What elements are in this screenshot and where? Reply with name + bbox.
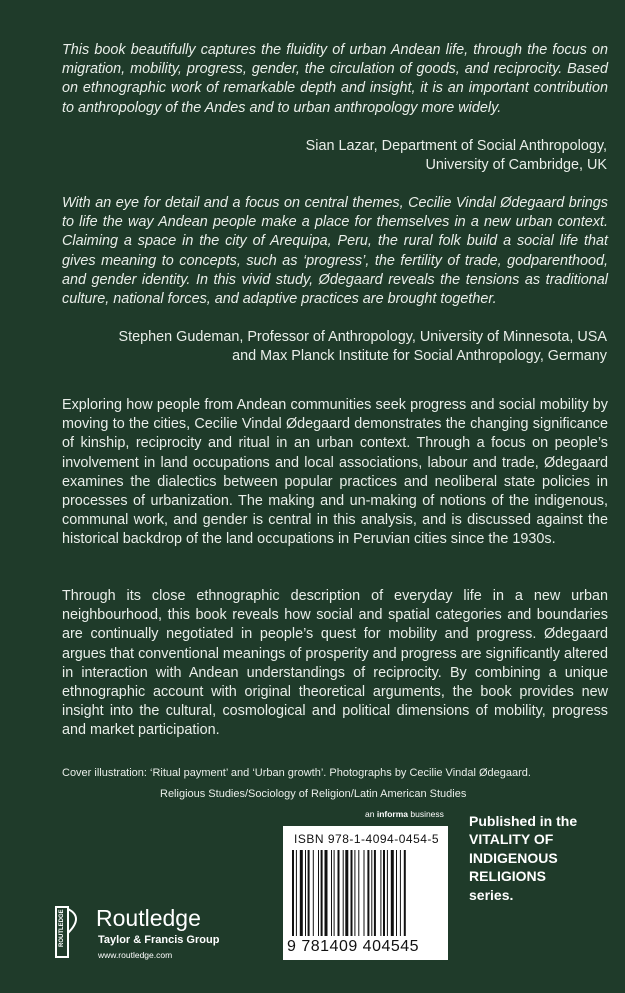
barcode-bar	[371, 850, 372, 936]
publisher-group: Taylor & Francis Group	[98, 934, 220, 946]
barcode-bar	[338, 850, 340, 936]
barcode-bar	[334, 850, 335, 936]
barcode-bar	[318, 850, 319, 936]
barcode-bar	[331, 850, 332, 936]
barcode-bar	[396, 850, 397, 936]
publisher-name: Routledge	[96, 905, 201, 931]
publisher-url: www.routledge.com	[98, 950, 173, 960]
barcode-bar	[351, 850, 353, 936]
svg-text:ROUTLEDGE: ROUTLEDGE	[59, 909, 65, 947]
barcode-bar	[305, 850, 306, 936]
barcode-bar	[380, 850, 381, 936]
barcode-bar	[404, 850, 406, 936]
cover-credit: Cover illustration: ‘Ritual payment’ and ‘Urban growth’. Photographs by Cecilie Vindal Ødegaard.	[62, 767, 531, 779]
routledge-logo-icon	[54, 903, 88, 961]
subject-categories: Religious Studies/Sociology of Religion/Latin American Studies	[160, 788, 467, 800]
barcode-bar	[343, 850, 344, 936]
barcode-bar	[308, 850, 310, 936]
barcode-bar	[300, 850, 303, 936]
informa-business-tag: an informa business	[365, 809, 444, 819]
barcode-bar	[358, 850, 359, 936]
barcode-bar	[354, 850, 355, 936]
barcode-bar	[325, 850, 328, 936]
series-note	[469, 812, 577, 904]
description-paragraph-1: Exploring how people from Andean communities seek progress and social mobility by moving to the cities, Cecilie Vindal Ødegaard demonstrates the changing significance of kinship, reciprocity and ritual in an urban context. Through a focus on people’s involvement in land occupations and local associations, labour and trade, Ødegaard examines the dialectics between popular practices and neoliberal state policies in processes of urbanization. The making and un-making of notions of the indigenous, communal work, and gender is central in this analysis, and is discussed against the historical backdrop of the land occupations in Peruvian cities since the 1930s.	[62, 397, 608, 548]
barcode-bars	[291, 850, 441, 936]
series-line-5: series.	[469, 886, 514, 903]
barcode-bar	[313, 850, 314, 936]
barcode-bar	[296, 850, 297, 936]
review-quote-1: This book beautifully captures the fluidity of urban Andean life, through the focus on migration, mobility, progress, gender, the circulation of goods, and reciprocity. Based on ethnographic work of remarkable depth and insight, it is an important contribution to anthropology of the Andes and to urban anthropology more widely.	[62, 42, 608, 116]
barcode-bar	[400, 850, 401, 936]
series-line-2: VITALITY OF	[469, 831, 554, 848]
barcode-bar	[364, 850, 365, 936]
barcode-bar	[383, 850, 385, 936]
barcode-bar	[374, 850, 376, 936]
review-attribution-2-line2: and Max Planck Institute for Social Anthropology, Germany	[232, 348, 607, 364]
review-quote-2: With an eye for detail and a focus on central themes, Cecilie Vindal Ødegaard brings to life the way Andean people make a place for themselves in a new urban context. Claiming a space in the city of Arequipa, Peru, the rural folk build a social life that gives meaning to concepts, such as ‘progress’, the fertility of trade, godparenthood, and gender identity. In this vivid study, Ødegaard reveals the tensions as traditional culture, national forces, and adaptive practices are brought together.	[62, 195, 608, 308]
review-attribution-1-line1: Sian Lazar, Department of Social Anthropology,	[305, 138, 607, 154]
review-attribution-1-line2: University of Cambridge, UK	[425, 157, 607, 173]
barcode-bar	[292, 850, 294, 936]
series-line-1: Published in the	[469, 813, 578, 829]
barcode-bar	[345, 850, 348, 936]
review-attribution-2-line1: Stephen Gudeman, Professor of Anthropology, University of Minnesota, USA	[118, 329, 607, 345]
barcode-bar	[367, 850, 369, 936]
barcode-number: 9 781409 404545	[287, 938, 420, 955]
barcode-bar	[321, 850, 323, 936]
description-paragraph-2: Through its close ethnographic description of everyday life in a new urban neighbourhood, this book reveals how social and spatial categories and boundaries are continually negotiated in people’s quest for mobility and progress. Ødegaard argues that conventional meanings of prosperity and progress are significantly altered in interaction with Andean understandings of reciprocity. By combining a unique ethnographic account with original theoretical arguments, the book provides new insight into the cultural, cosmological and political dimensions of mobility, progress and market participation.	[62, 588, 608, 739]
series-line-4: RELIGIONS	[469, 868, 547, 885]
barcode-bar	[387, 850, 388, 936]
series-line-3: INDIGENOUS	[469, 849, 558, 866]
barcode-bar	[391, 850, 394, 936]
isbn-text: ISBN 978-1-4094-0454-5	[294, 832, 440, 846]
